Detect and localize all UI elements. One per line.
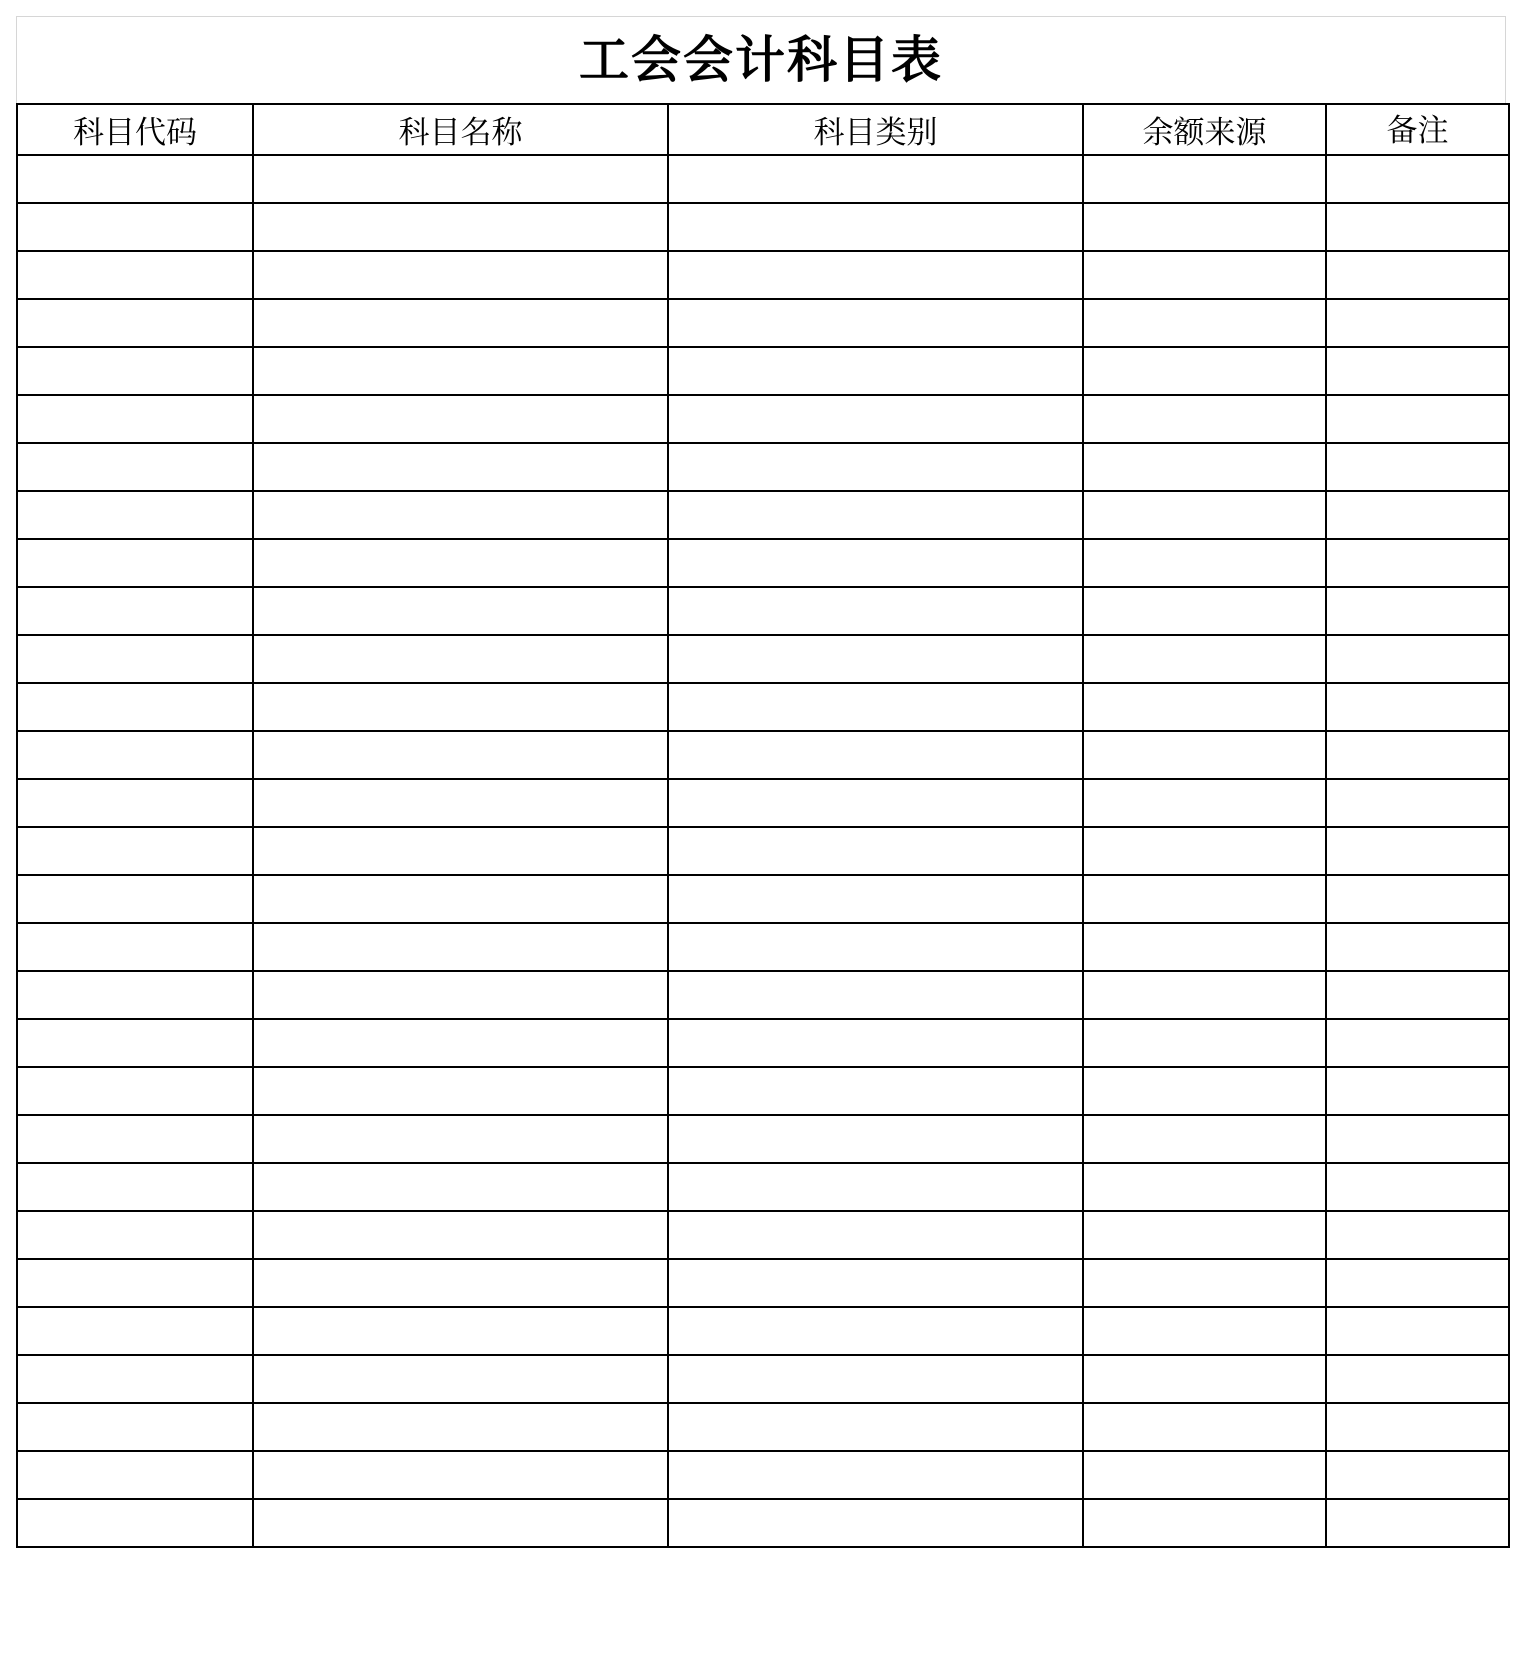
cell-subject-code[interactable] <box>17 1307 253 1355</box>
cell-subject-category[interactable] <box>668 1451 1083 1499</box>
cell-subject-category[interactable] <box>668 1019 1083 1067</box>
cell-subject-name[interactable] <box>253 923 668 971</box>
cell-balance-source[interactable] <box>1083 1355 1326 1403</box>
table-row <box>17 491 1509 539</box>
cell-subject-category[interactable] <box>668 731 1083 779</box>
cell-balance-source[interactable] <box>1083 347 1326 395</box>
cell-subject-name[interactable] <box>253 347 668 395</box>
cell-remarks[interactable] <box>1326 731 1509 779</box>
table-row <box>17 635 1509 683</box>
cell-subject-code[interactable] <box>17 1211 253 1259</box>
cell-subject-name[interactable] <box>253 875 668 923</box>
cell-remarks[interactable] <box>1326 1403 1509 1451</box>
cell-subject-category[interactable] <box>668 1355 1083 1403</box>
cell-subject-code[interactable] <box>17 443 253 491</box>
table-row <box>17 1259 1509 1307</box>
cell-remarks[interactable] <box>1326 1211 1509 1259</box>
cell-subject-name[interactable] <box>253 1211 668 1259</box>
cell-subject-code[interactable] <box>17 155 253 203</box>
cell-subject-code[interactable] <box>17 923 253 971</box>
cell-subject-name[interactable] <box>253 827 668 875</box>
table-row <box>17 251 1509 299</box>
cell-balance-source[interactable] <box>1083 155 1326 203</box>
cell-subject-category[interactable] <box>668 1067 1083 1115</box>
table-row <box>17 971 1509 1019</box>
table-row <box>17 1451 1509 1499</box>
header-row <box>17 104 1509 155</box>
cell-remarks[interactable] <box>1326 779 1509 827</box>
cell-balance-source[interactable] <box>1083 299 1326 347</box>
cell-subject-name[interactable] <box>253 203 668 251</box>
table-row <box>17 539 1509 587</box>
cell-subject-category[interactable] <box>668 1115 1083 1163</box>
cell-subject-category[interactable] <box>668 347 1083 395</box>
cell-subject-name[interactable] <box>253 1307 668 1355</box>
cell-remarks[interactable] <box>1326 347 1509 395</box>
table-row <box>17 395 1509 443</box>
cell-subject-category[interactable] <box>668 155 1083 203</box>
cell-remarks[interactable] <box>1326 1307 1509 1355</box>
cell-balance-source[interactable] <box>1083 251 1326 299</box>
cell-balance-source[interactable] <box>1083 203 1326 251</box>
cell-subject-code[interactable] <box>17 1259 253 1307</box>
cell-subject-code[interactable] <box>17 1115 253 1163</box>
cell-balance-source[interactable] <box>1083 1499 1326 1547</box>
cell-subject-code[interactable] <box>17 203 253 251</box>
cell-balance-source[interactable] <box>1083 923 1326 971</box>
cell-subject-code[interactable] <box>17 875 253 923</box>
header-subject-name: 科目名称 <box>253 104 668 155</box>
cell-balance-source[interactable] <box>1083 395 1326 443</box>
cell-subject-category[interactable] <box>668 395 1083 443</box>
cell-remarks[interactable] <box>1326 491 1509 539</box>
cell-subject-category[interactable] <box>668 635 1083 683</box>
cell-subject-category[interactable] <box>668 923 1083 971</box>
cell-subject-name[interactable] <box>253 299 668 347</box>
cell-remarks[interactable] <box>1326 971 1509 1019</box>
cell-balance-source[interactable] <box>1083 731 1326 779</box>
table-row <box>17 875 1509 923</box>
cell-subject-category[interactable] <box>668 587 1083 635</box>
cell-balance-source[interactable] <box>1083 1307 1326 1355</box>
cell-subject-category[interactable] <box>668 203 1083 251</box>
cell-subject-code[interactable] <box>17 395 253 443</box>
cell-subject-category[interactable] <box>668 251 1083 299</box>
table-row <box>17 1019 1509 1067</box>
cell-subject-code[interactable] <box>17 1163 253 1211</box>
table-row <box>17 923 1509 971</box>
cell-balance-source[interactable] <box>1083 779 1326 827</box>
cell-subject-category[interactable] <box>668 971 1083 1019</box>
cell-subject-code[interactable] <box>17 635 253 683</box>
cell-subject-code[interactable] <box>17 539 253 587</box>
cell-remarks[interactable] <box>1326 875 1509 923</box>
table-row <box>17 779 1509 827</box>
cell-remarks[interactable] <box>1326 923 1509 971</box>
cell-subject-category[interactable] <box>668 443 1083 491</box>
cell-remarks[interactable] <box>1326 827 1509 875</box>
title-row <box>16 16 1506 103</box>
cell-subject-category[interactable] <box>668 1163 1083 1211</box>
cell-subject-name[interactable] <box>253 251 668 299</box>
cell-balance-source[interactable] <box>1083 443 1326 491</box>
cell-subject-name[interactable] <box>253 635 668 683</box>
cell-subject-name[interactable] <box>253 1115 668 1163</box>
header-balance-source: 余额来源 <box>1083 104 1326 155</box>
header-subject-code: 科目代码 <box>17 104 253 155</box>
cell-subject-code[interactable] <box>17 1499 253 1547</box>
cell-balance-source[interactable] <box>1083 1403 1326 1451</box>
cell-balance-source[interactable] <box>1083 827 1326 875</box>
cell-subject-code[interactable] <box>17 827 253 875</box>
header-subject-category: 科目类别 <box>668 104 1083 155</box>
cell-subject-category[interactable] <box>668 683 1083 731</box>
cell-subject-code[interactable] <box>17 587 253 635</box>
cell-subject-name[interactable] <box>253 971 668 1019</box>
header-remarks: 备注 <box>1326 104 1509 155</box>
table-body <box>17 155 1509 1547</box>
table-row <box>17 587 1509 635</box>
cell-subject-category[interactable] <box>668 827 1083 875</box>
cell-subject-code[interactable] <box>17 1067 253 1115</box>
page-title: 工会会计科目表 <box>579 31 943 89</box>
cell-subject-name[interactable] <box>253 1259 668 1307</box>
cell-subject-name[interactable] <box>253 1499 668 1547</box>
cell-subject-name[interactable] <box>253 1403 668 1451</box>
cell-remarks[interactable] <box>1326 443 1509 491</box>
table-row <box>17 1403 1509 1451</box>
table-row <box>17 1163 1509 1211</box>
cell-balance-source[interactable] <box>1083 1115 1326 1163</box>
cell-remarks[interactable] <box>1326 1163 1509 1211</box>
cell-balance-source[interactable] <box>1083 1451 1326 1499</box>
cell-remarks[interactable] <box>1326 635 1509 683</box>
table-row <box>17 347 1509 395</box>
table-row <box>17 1307 1509 1355</box>
cell-subject-code[interactable] <box>17 1019 253 1067</box>
cell-subject-name[interactable] <box>253 155 668 203</box>
cell-remarks[interactable] <box>1326 299 1509 347</box>
cell-subject-name[interactable] <box>253 539 668 587</box>
cell-remarks[interactable] <box>1326 587 1509 635</box>
cell-subject-name[interactable] <box>253 1451 668 1499</box>
cell-balance-source[interactable] <box>1083 1259 1326 1307</box>
cell-subject-category[interactable] <box>668 539 1083 587</box>
table-row <box>17 1115 1509 1163</box>
cell-remarks[interactable] <box>1326 1115 1509 1163</box>
table-row <box>17 155 1509 203</box>
cell-subject-name[interactable] <box>253 1163 668 1211</box>
cell-balance-source[interactable] <box>1083 491 1326 539</box>
cell-balance-source[interactable] <box>1083 875 1326 923</box>
cell-subject-code[interactable] <box>17 347 253 395</box>
cell-subject-category[interactable] <box>668 1499 1083 1547</box>
cell-balance-source[interactable] <box>1083 1163 1326 1211</box>
table-row <box>17 1211 1509 1259</box>
cell-remarks[interactable] <box>1326 683 1509 731</box>
cell-subject-code[interactable] <box>17 491 253 539</box>
cell-remarks[interactable] <box>1326 1019 1509 1067</box>
cell-remarks[interactable] <box>1326 395 1509 443</box>
cell-balance-source[interactable] <box>1083 539 1326 587</box>
cell-subject-code[interactable] <box>17 971 253 1019</box>
table-row <box>17 731 1509 779</box>
cell-subject-category[interactable] <box>668 491 1083 539</box>
cell-subject-name[interactable] <box>253 491 668 539</box>
cell-subject-name[interactable] <box>253 731 668 779</box>
table-row <box>17 683 1509 731</box>
cell-remarks[interactable] <box>1326 539 1509 587</box>
cell-remarks[interactable] <box>1326 203 1509 251</box>
cell-subject-category[interactable] <box>668 299 1083 347</box>
cell-subject-name[interactable] <box>253 779 668 827</box>
cell-balance-source[interactable] <box>1083 1067 1326 1115</box>
cell-balance-source[interactable] <box>1083 1019 1326 1067</box>
subject-table <box>16 103 1510 1548</box>
table-row <box>17 1499 1509 1547</box>
cell-remarks[interactable] <box>1326 155 1509 203</box>
cell-subject-name[interactable] <box>253 1355 668 1403</box>
cell-subject-code[interactable] <box>17 1403 253 1451</box>
accounting-subject-sheet <box>16 16 1508 1664</box>
cell-subject-code[interactable] <box>17 731 253 779</box>
cell-remarks[interactable] <box>1326 1451 1509 1499</box>
cell-balance-source[interactable] <box>1083 587 1326 635</box>
cell-subject-code[interactable] <box>17 251 253 299</box>
cell-subject-code[interactable] <box>17 1451 253 1499</box>
cell-subject-code[interactable] <box>17 299 253 347</box>
cell-subject-code[interactable] <box>17 779 253 827</box>
cell-remarks[interactable] <box>1326 251 1509 299</box>
table-row <box>17 1067 1509 1115</box>
cell-balance-source[interactable] <box>1083 635 1326 683</box>
cell-subject-category[interactable] <box>668 1403 1083 1451</box>
cell-remarks[interactable] <box>1326 1355 1509 1403</box>
cell-subject-category[interactable] <box>668 1259 1083 1307</box>
table-row <box>17 299 1509 347</box>
cell-balance-source[interactable] <box>1083 1211 1326 1259</box>
cell-subject-category[interactable] <box>668 779 1083 827</box>
cell-balance-source[interactable] <box>1083 971 1326 1019</box>
cell-subject-name[interactable] <box>253 443 668 491</box>
cell-subject-code[interactable] <box>17 683 253 731</box>
cell-subject-name[interactable] <box>253 587 668 635</box>
cell-subject-name[interactable] <box>253 1019 668 1067</box>
cell-balance-source[interactable] <box>1083 683 1326 731</box>
cell-remarks[interactable] <box>1326 1499 1509 1547</box>
table-row <box>17 203 1509 251</box>
cell-subject-category[interactable] <box>668 1211 1083 1259</box>
cell-subject-name[interactable] <box>253 1067 668 1115</box>
table-row <box>17 1355 1509 1403</box>
cell-remarks[interactable] <box>1326 1259 1509 1307</box>
table-row <box>17 827 1509 875</box>
cell-subject-name[interactable] <box>253 683 668 731</box>
cell-subject-name[interactable] <box>253 395 668 443</box>
table-row <box>17 443 1509 491</box>
cell-subject-category[interactable] <box>668 875 1083 923</box>
cell-subject-code[interactable] <box>17 1355 253 1403</box>
cell-remarks[interactable] <box>1326 1067 1509 1115</box>
cell-subject-category[interactable] <box>668 1307 1083 1355</box>
